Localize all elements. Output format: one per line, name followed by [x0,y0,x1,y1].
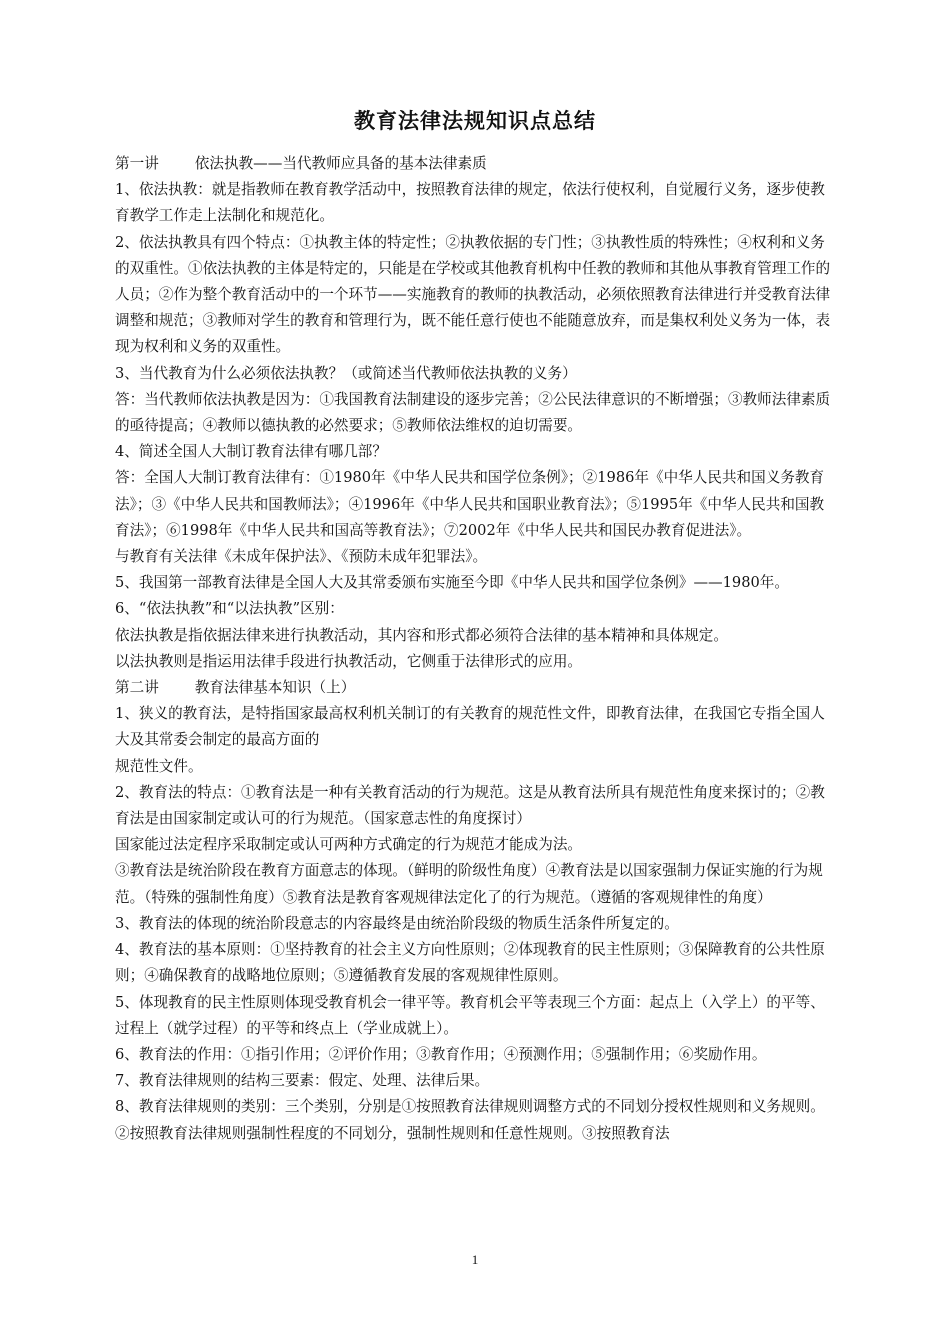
paragraph: 6、教育法的作用：①指引作用；②评价作用；③教育作用；④预测作用；⑤强制作用；⑥奖励作用。 [115,1045,767,1063]
lecture-title: 教育法律基本知识（上） [194,679,356,697]
paragraph: 5、体现教育的民主性原则体现受教育机会一律平等。教育机会平等表现三个方面：起点上（入学上）的平等、过程上（就学过程）的平等和终点上（学业成就上）。 [115,993,825,1037]
lecture-heading [115,151,837,177]
paragraph: 3、教育法的体现的统治阶段意志的内容最终是由统治阶段级的物质生活条件所复定的。 [115,914,679,932]
paragraph: 6、“依法执教”和“以法执教”区别： [115,600,344,618]
lecture-label: 第一讲 [115,155,159,172]
paragraph: 4、教育法的基本原则：①坚持教育的社会主义方向性原则；②体现教育的民主性原则；③保障教育的公共性原则；④确保教育的战略地位原则；⑤遵循教育发展的客观规律性原则。 [115,941,825,985]
paragraph: 依法执教是指依据法律来进行执教活动，其内容和形式都必须符合法律的基本精神和具体规定。 [115,626,728,644]
paragraph: 答：全国人大制订教育法律有：①1980年《中华人民共和国学位条例》；②1986年《中华人民共和国义务教育法》；③《中华人民共和国教师法》；④1996年《中华人民共和国职业教育法》；⑤1995年《中华人民共和国教育法》；⑥1998年《中华人民共和国高等教育法》；⑦2002年《中华人民共和国民办教育促进法》。 [115,469,825,539]
paragraph: 2、教育法的特点：①教育法是一种有关教育活动的行为规范。这是从教育法所具有规范性角度来探讨的；②教育法是由国家制定或认可的行为规范。（国家意志性的角度探讨） [115,783,825,828]
paragraph: 7、教育法律规则的结构三要素：假定、处理、法律后果。 [115,1072,490,1090]
lecture-title: 依法执教——当代教师应具备的基本法律素质 [194,155,487,172]
paragraph: 8、教育法律规则的类别：三个类别，分别是①按照教育法律规则调整方式的不同划分授权性规则和义务规则。②按照教育法律规则强制性程度的不同划分，强制性规则和任意性规则。③按照教育法 [115,1098,825,1142]
paragraph: 1、狭义的教育法，是特指国家最高权利机关制订的有关教育的规范性文件，即教育法律，在我国它专指全国人大及其常委会制定的最高方面的 [115,705,825,749]
paragraph: 3、当代教育为什么必须依法执教？（或简述当代教师依法执教的义务） [115,364,577,382]
paragraph: ③教育法是统治阶段在教育方面意志的体现。（鲜明的阶级性角度）④教育法是以国家强制力保证实施的行为规范。（特殊的强制性角度）⑤教育法是教育客观规律法定化了的行为规范。（遵循的客观规律性的角度） [115,862,823,906]
document-body [115,151,837,1147]
document-title: 教育法律法规知识点总结 [354,109,596,133]
paragraph: 规范性文件。 [115,757,203,775]
paragraph: 1、依法执教：就是指教师在教育教学活动中，按照教育法律的规定，依法行使权利，自觉履行义务，逐步使教育教学工作走上法制化和规范化。 [115,181,825,225]
paragraph: 5、我国第一部教育法律是全国人大及其常委颁布实施至今即《中华人民共和国学位条例》——1980年。 [115,574,789,592]
page-number: 1 [471,1252,479,1267]
paragraph: 与教育有关法律《未成年保护法》、《预防未成年犯罪法》。 [115,548,488,566]
lecture-heading [115,675,837,701]
paragraph: 以法执教则是指运用法律手段进行执教活动，它侧重于法律形式的应用。 [115,652,583,670]
paragraph: 答：当代教师依法执教是因为：①我国教育法制建设的逐步完善；②公民法律意识的不断增强；③教师法律素质的亟待提高；④教师以德执教的必然要求；⑤教师依法维权的迫切需要。 [115,390,831,435]
lecture-label: 第二讲 [115,679,159,697]
paragraph: 2、依法执教具有四个特点：①执教主体的特定性；②执教依据的专门性；③执教性质的特殊性；④权利和义务的双重性。①依法执教的主体是特定的，只能是在学校或其他教育机构中任教的教师和其他从事教育管理工作的人员；②作为整个教育活动中的一个环节——实施教育的教师的执教活动，必须依照教育法律进行并受教育法律调整和规范；③教师对学生的教育和管理行为，既不能任意行使也不能随意放弃，而是集权利处义务为一体，表现为权利和义务的双重性。 [115,233,831,356]
paragraph: 国家能过法定程序采取制定或认可两种方式确定的行为规范才能成为法。 [115,836,583,854]
paragraph: 4、简述全国人大制订教育法律有哪几部？ [115,443,387,461]
